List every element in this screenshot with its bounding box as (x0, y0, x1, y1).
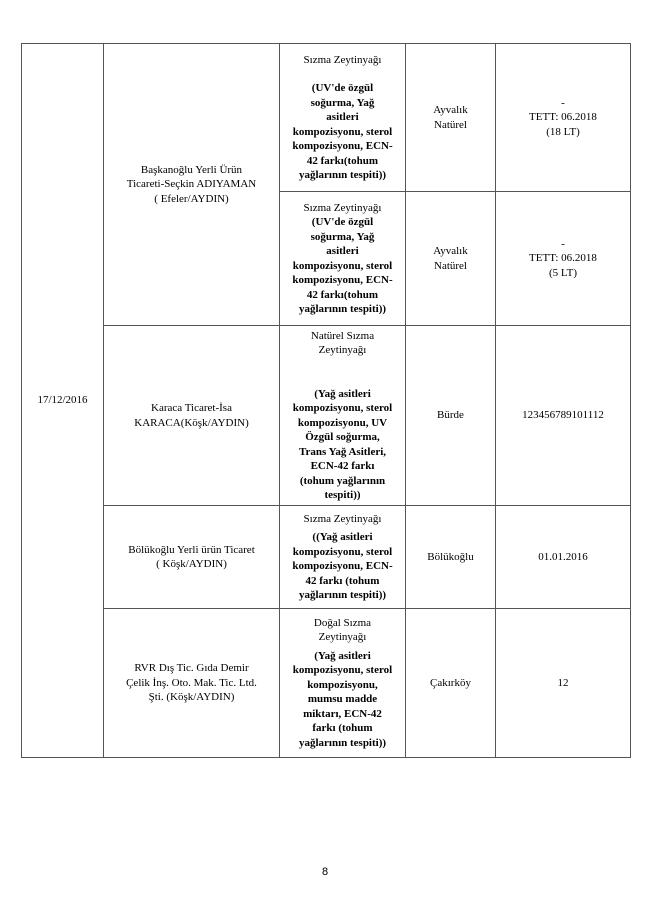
company-cell: Başkanoğlu Yerli Ürün Ticareti-Seçkin ADIYAMAN ( Efeler/AYDIN) (104, 44, 280, 326)
brand-cell: Ayvalık Natürel (406, 44, 496, 192)
product-cell: Sızma Zeytinyağı (UV'de özgül soğurma, Yağ asitleri kompozisyonu, sterol kompozisyonu, ECN- 42 farkı(tohum yağlarının tespiti)) (280, 192, 406, 326)
brand-cell: Bölükoğlu (406, 506, 496, 609)
product-cell: Natürel Sızma Zeytinyağı (Yağ asitleri kompozisyonu, sterol kompozisyonu, UV Özgül soğurma, Trans Yağ Asitleri, ECN-42 farkı (tohum yağlarının tespiti)) (280, 326, 406, 506)
brand-cell: Bürde (406, 326, 496, 506)
table-row (22, 326, 631, 506)
company-cell: Karaca Ticaret-İsa KARACA(Köşk/AYDIN) (104, 326, 280, 506)
company-cell: RVR Dış Tic. Gıda Demir Çelik İnş. Oto. Mak. Tic. Ltd. Şti. (Köşk/AYDIN) (104, 609, 280, 758)
lot-cell: 12 (496, 609, 631, 758)
lot-cell: 01.01.2016 (496, 506, 631, 609)
table-row (22, 44, 631, 192)
table-row (22, 506, 631, 609)
product-cell: Doğal Sızma Zeytinyağı (Yağ asitleri kompozisyonu, sterol kompozisyonu, mumsu madde miktarı, ECN-42 farkı (tohum yağlarının tespiti)) (280, 609, 406, 758)
table-row (22, 609, 631, 758)
page-number: 8 (321, 866, 329, 878)
lot-cell: - TETT: 06.2018 (5 LT) (496, 192, 631, 326)
brand-cell: Çakırköy (406, 609, 496, 758)
analysis-table (21, 43, 631, 758)
product-cell: Sızma Zeytinyağı (UV'de özgül soğurma, Yağ asitleri kompozisyonu, sterol kompozisyonu, ECN- 42 farkı(tohum yağlarının tespiti)) (280, 44, 406, 192)
product-cell: Sızma Zeytinyağı ((Yağ asitleri kompozisyonu, sterol kompozisyonu, ECN- 42 farkı (tohum yağlarının tespiti)) (280, 506, 406, 609)
company-cell: Bölükoğlu Yerli ürün Ticaret ( Köşk/AYDIN) (104, 506, 280, 609)
lot-cell: - TETT: 06.2018 (18 LT) (496, 44, 631, 192)
brand-cell: Ayvalık Natürel (406, 192, 496, 326)
lot-cell: 123456789101112 (496, 326, 631, 506)
date-cell: 17/12/2016 (22, 44, 104, 758)
